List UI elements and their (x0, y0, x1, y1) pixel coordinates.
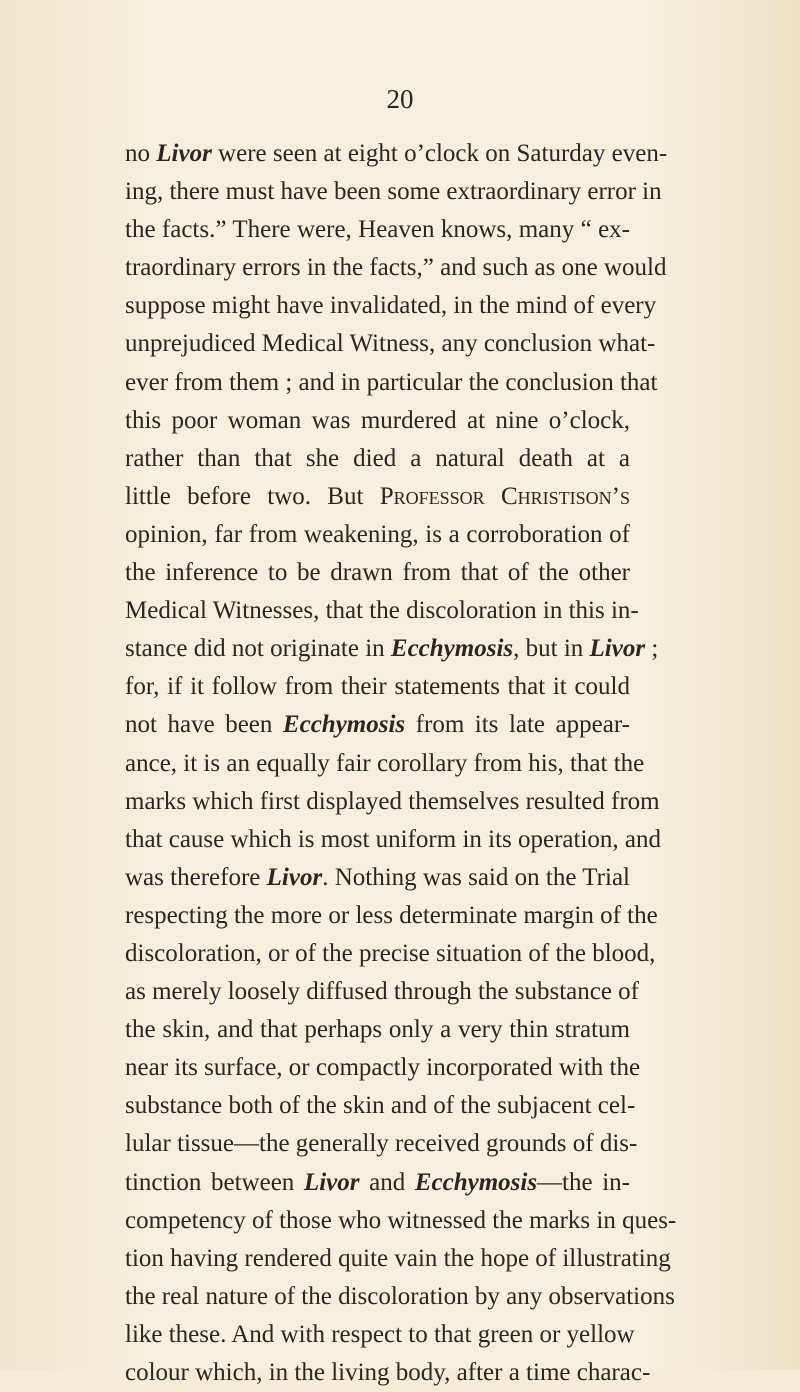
text-run: tion having rendered quite vain the hope of illustrating (125, 1244, 671, 1272)
text-line (125, 1164, 630, 1202)
text-line (125, 135, 668, 173)
text-line (125, 402, 630, 440)
text-line (125, 1087, 636, 1125)
text-line (125, 1316, 635, 1354)
text-run: unprejudiced Medical Witness, any conclusion what- (125, 330, 656, 358)
italic-term: Livor (589, 635, 646, 663)
small-caps-name: Professor Christison’s (379, 482, 630, 510)
italic-term: Livor (303, 1168, 360, 1196)
text-run: marks which first displayed themselves resulted from (125, 787, 660, 815)
text-run: as merely loosely diffused through the substance of (125, 978, 640, 1006)
text-run: ance, it is an equally fair corollary from his, that the (125, 749, 645, 777)
text-run: discoloration, or of the precise situation of the blood, (125, 939, 656, 967)
text-line (125, 668, 630, 706)
italic-term: Ecchymosis (390, 635, 514, 663)
text-run: ing, there must have been some extraordinary error in (125, 178, 662, 206)
text-run: and (359, 1168, 415, 1196)
italic-term: Ecchymosis (282, 711, 406, 739)
italic-term: Livor (266, 863, 323, 891)
text-run: traordinary errors in the facts,” and such as one would (125, 254, 667, 282)
text-run: Medical Witnesses, that the discoloration in this in- (125, 597, 639, 625)
text-line (125, 325, 656, 363)
text-run: little before two. But (125, 482, 380, 510)
text-run: for, if it follow from their statements that it could (125, 673, 630, 701)
text-line (125, 706, 630, 744)
text-run: were seen at eight o’clock on Saturday even- (211, 140, 668, 167)
text-line (125, 1240, 671, 1278)
text-line (125, 516, 630, 554)
text-line (125, 630, 659, 668)
text-line (125, 554, 630, 592)
text-line (125, 1202, 677, 1240)
text-line (125, 592, 639, 630)
text-run: the real nature of the discoloration by any observations (125, 1282, 675, 1310)
text-run: that cause which is most uniform in its operation, and (125, 825, 662, 853)
text-run: tinction between (125, 1168, 304, 1196)
text-line (125, 745, 645, 783)
page-number: 20 (386, 84, 414, 114)
text-run: the facts.” There were, Heaven knows, many “ ex- (125, 216, 630, 244)
text-run: ; (645, 635, 659, 663)
text-run: the inference to be drawn from that of the other (125, 559, 630, 587)
text-line (125, 1354, 651, 1392)
text-run: lular tissue—the generally received grounds of dis- (125, 1130, 638, 1158)
text-line (125, 440, 630, 478)
text-run: from its late appear- (405, 711, 630, 739)
text-run: not have been (125, 711, 283, 739)
text-run: suppose might have invalidated, in the mind of every (125, 292, 657, 320)
text-line (125, 935, 656, 973)
text-line (125, 1125, 638, 1163)
text-line (125, 897, 658, 935)
text-run: respecting the more or less determinate margin of the (125, 901, 658, 929)
text-run: no (125, 140, 157, 167)
text-run: —the in- (537, 1168, 630, 1196)
text-run: competency of those who witnessed the marks in ques- (125, 1206, 677, 1234)
text-line (125, 364, 658, 402)
text-run: , but in (513, 635, 590, 663)
body-text (125, 135, 677, 1392)
text-line (125, 211, 630, 249)
text-line (125, 859, 630, 897)
text-line (125, 287, 657, 325)
text-line (125, 973, 640, 1011)
italic-term: Ecchymosis (414, 1168, 538, 1196)
text-run: opinion, far from weakening, is a corroboration of (125, 520, 630, 548)
text-line (125, 173, 662, 211)
italic-term: Livor (156, 140, 212, 167)
text-line (125, 821, 662, 859)
text-line (125, 783, 660, 821)
text-run: . Nothing was said on the Trial (322, 863, 630, 891)
text-run: rather than that she died a natural death at a (125, 444, 630, 472)
text-line (125, 478, 630, 516)
text-run: colour which, in the living body, after a time charac- (125, 1359, 651, 1386)
text-run: the skin, and that perhaps only a very thin stratum (125, 1016, 630, 1044)
text-line (125, 1278, 675, 1316)
text-run: stance did not originate in (125, 635, 391, 663)
text-run: substance both of the skin and of the subjacent cel- (125, 1092, 636, 1120)
text-line (125, 1049, 641, 1087)
text-run: like these. And with respect to that green or yellow (125, 1320, 635, 1348)
text-run: this poor woman was murdered at nine o’clock, (125, 406, 630, 434)
text-line (125, 249, 667, 287)
text-run: near its surface, or compactly incorporated with the (125, 1054, 641, 1082)
text-run: ever from them ; and in particular the conclusion that (125, 368, 658, 396)
text-line (125, 1011, 630, 1049)
text-run: was therefore (125, 863, 267, 891)
